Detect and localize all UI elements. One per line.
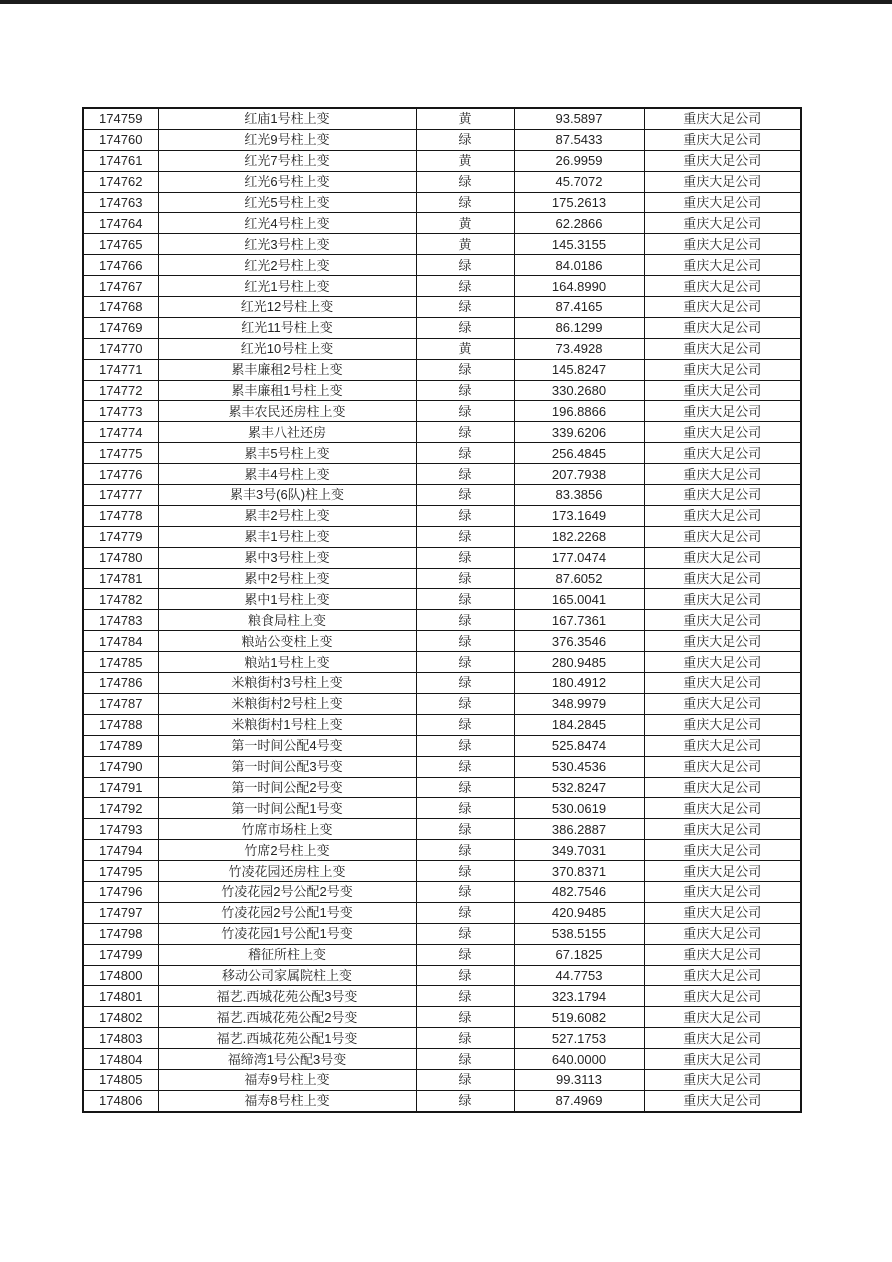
cell-color_flag: 绿 (416, 881, 514, 902)
cell-value: 62.2866 (514, 213, 644, 234)
table-row (83, 965, 801, 986)
cell-id: 174774 (83, 422, 158, 443)
table-row (83, 944, 801, 965)
cell-name: 累中1号柱上变 (158, 589, 416, 610)
table-row (83, 819, 801, 840)
table-row (83, 631, 801, 652)
cell-name: 第一时间公配4号变 (158, 735, 416, 756)
cell-company: 重庆大足公司 (644, 464, 801, 485)
cell-id: 174798 (83, 923, 158, 944)
cell-color_flag: 绿 (416, 505, 514, 526)
cell-color_flag: 绿 (416, 923, 514, 944)
cell-id: 174776 (83, 464, 158, 485)
cell-value: 87.6052 (514, 568, 644, 589)
cell-id: 174771 (83, 359, 158, 380)
cell-id: 174762 (83, 171, 158, 192)
cell-company: 重庆大足公司 (644, 234, 801, 255)
cell-id: 174803 (83, 1028, 158, 1049)
table-row (83, 735, 801, 756)
table-row (83, 714, 801, 735)
cell-name: 红光7号柱上变 (158, 150, 416, 171)
cell-value: 26.9959 (514, 150, 644, 171)
table-row (83, 652, 801, 673)
cell-color_flag: 绿 (416, 798, 514, 819)
cell-id: 174768 (83, 297, 158, 318)
cell-company: 重庆大足公司 (644, 923, 801, 944)
cell-company: 重庆大足公司 (644, 902, 801, 923)
cell-company: 重庆大足公司 (644, 568, 801, 589)
cell-color_flag: 绿 (416, 756, 514, 777)
cell-color_flag: 绿 (416, 568, 514, 589)
cell-company: 重庆大足公司 (644, 861, 801, 882)
cell-color_flag: 绿 (416, 1049, 514, 1070)
data-table-container (82, 107, 800, 1113)
cell-id: 174767 (83, 276, 158, 297)
cell-company: 重庆大足公司 (644, 485, 801, 506)
cell-company: 重庆大足公司 (644, 380, 801, 401)
cell-value: 167.7361 (514, 610, 644, 631)
cell-company: 重庆大足公司 (644, 589, 801, 610)
cell-color_flag: 绿 (416, 902, 514, 923)
cell-color_flag: 绿 (416, 714, 514, 735)
cell-name: 竹席市场柱上变 (158, 819, 416, 840)
cell-name: 竹凌花园2号公配1号变 (158, 902, 416, 923)
cell-id: 174791 (83, 777, 158, 798)
table-row (83, 276, 801, 297)
cell-name: 粮食局柱上变 (158, 610, 416, 631)
cell-value: 180.4912 (514, 673, 644, 694)
cell-value: 165.0041 (514, 589, 644, 610)
cell-id: 174805 (83, 1069, 158, 1090)
cell-company: 重庆大足公司 (644, 150, 801, 171)
cell-company: 重庆大足公司 (644, 673, 801, 694)
cell-value: 538.5155 (514, 923, 644, 944)
cell-company: 重庆大足公司 (644, 652, 801, 673)
cell-id: 174799 (83, 944, 158, 965)
table-row (83, 443, 801, 464)
cell-name: 红庙1号柱上变 (158, 108, 416, 129)
table-row (83, 693, 801, 714)
cell-company: 重庆大足公司 (644, 840, 801, 861)
cell-name: 粮站1号柱上变 (158, 652, 416, 673)
cell-company: 重庆大足公司 (644, 401, 801, 422)
table-row (83, 1069, 801, 1090)
cell-value: 173.1649 (514, 505, 644, 526)
cell-name: 福艺.西城花苑公配3号变 (158, 986, 416, 1007)
table-row (83, 359, 801, 380)
cell-company: 重庆大足公司 (644, 1007, 801, 1028)
table-row (83, 526, 801, 547)
cell-id: 174759 (83, 108, 158, 129)
cell-name: 累丰5号柱上变 (158, 443, 416, 464)
cell-name: 红光11号柱上变 (158, 317, 416, 338)
table-row (83, 338, 801, 359)
cell-company: 重庆大足公司 (644, 819, 801, 840)
cell-color_flag: 绿 (416, 631, 514, 652)
cell-color_flag: 黄 (416, 338, 514, 359)
cell-company: 重庆大足公司 (644, 777, 801, 798)
cell-value: 184.2845 (514, 714, 644, 735)
table-row (83, 1007, 801, 1028)
cell-id: 174790 (83, 756, 158, 777)
cell-name: 移动公司家属院柱上变 (158, 965, 416, 986)
table-row (83, 505, 801, 526)
cell-value: 86.1299 (514, 317, 644, 338)
cell-id: 174806 (83, 1090, 158, 1111)
cell-color_flag: 绿 (416, 610, 514, 631)
cell-id: 174782 (83, 589, 158, 610)
cell-name: 粮站公变柱上变 (158, 631, 416, 652)
table-row (83, 777, 801, 798)
cell-name: 福艺.西城花苑公配1号变 (158, 1028, 416, 1049)
cell-id: 174772 (83, 380, 158, 401)
cell-value: 164.8990 (514, 276, 644, 297)
table-row (83, 1049, 801, 1070)
cell-id: 174800 (83, 965, 158, 986)
cell-value: 530.4536 (514, 756, 644, 777)
cell-company: 重庆大足公司 (644, 735, 801, 756)
cell-id: 174786 (83, 673, 158, 694)
table-row (83, 673, 801, 694)
cell-color_flag: 绿 (416, 589, 514, 610)
cell-color_flag: 绿 (416, 485, 514, 506)
cell-color_flag: 黄 (416, 213, 514, 234)
cell-id: 174787 (83, 693, 158, 714)
cell-color_flag: 绿 (416, 735, 514, 756)
cell-id: 174763 (83, 192, 158, 213)
cell-name: 米粮街村1号柱上变 (158, 714, 416, 735)
cell-id: 174801 (83, 986, 158, 1007)
cell-color_flag: 绿 (416, 255, 514, 276)
cell-color_flag: 绿 (416, 317, 514, 338)
cell-value: 348.9979 (514, 693, 644, 714)
cell-id: 174780 (83, 547, 158, 568)
table-row (83, 610, 801, 631)
cell-value: 87.4969 (514, 1090, 644, 1111)
cell-value: 519.6082 (514, 1007, 644, 1028)
cell-value: 640.0000 (514, 1049, 644, 1070)
cell-value: 44.7753 (514, 965, 644, 986)
table-row (83, 317, 801, 338)
cell-value: 525.8474 (514, 735, 644, 756)
cell-name: 累丰廉租2号柱上变 (158, 359, 416, 380)
cell-company: 重庆大足公司 (644, 213, 801, 234)
cell-value: 84.0186 (514, 255, 644, 276)
cell-name: 红光4号柱上变 (158, 213, 416, 234)
cell-id: 174770 (83, 338, 158, 359)
table-row (83, 129, 801, 150)
cell-id: 174793 (83, 819, 158, 840)
table-row (83, 401, 801, 422)
cell-company: 重庆大足公司 (644, 756, 801, 777)
transformer-data-table (82, 107, 802, 1113)
cell-id: 174789 (83, 735, 158, 756)
cell-color_flag: 绿 (416, 819, 514, 840)
table-row (83, 881, 801, 902)
cell-color_flag: 绿 (416, 777, 514, 798)
cell-company: 重庆大足公司 (644, 129, 801, 150)
cell-id: 174769 (83, 317, 158, 338)
cell-company: 重庆大足公司 (644, 986, 801, 1007)
cell-company: 重庆大足公司 (644, 693, 801, 714)
cell-value: 376.3546 (514, 631, 644, 652)
cell-value: 530.0619 (514, 798, 644, 819)
cell-id: 174779 (83, 526, 158, 547)
cell-company: 重庆大足公司 (644, 108, 801, 129)
cell-company: 重庆大足公司 (644, 359, 801, 380)
cell-id: 174761 (83, 150, 158, 171)
cell-name: 竹凌花园2号公配2号变 (158, 881, 416, 902)
cell-name: 累丰八社还房 (158, 422, 416, 443)
cell-company: 重庆大足公司 (644, 526, 801, 547)
table-row (83, 213, 801, 234)
table-row (83, 840, 801, 861)
cell-company: 重庆大足公司 (644, 547, 801, 568)
cell-company: 重庆大足公司 (644, 1028, 801, 1049)
cell-color_flag: 绿 (416, 547, 514, 568)
table-row (83, 297, 801, 318)
cell-id: 174794 (83, 840, 158, 861)
table-row (83, 1090, 801, 1111)
cell-value: 330.2680 (514, 380, 644, 401)
cell-color_flag: 绿 (416, 944, 514, 965)
cell-value: 45.7072 (514, 171, 644, 192)
table-row (83, 1028, 801, 1049)
cell-value: 145.8247 (514, 359, 644, 380)
cell-value: 87.4165 (514, 297, 644, 318)
cell-company: 重庆大足公司 (644, 965, 801, 986)
cell-company: 重庆大足公司 (644, 1049, 801, 1070)
cell-value: 386.2887 (514, 819, 644, 840)
cell-company: 重庆大足公司 (644, 192, 801, 213)
cell-name: 累中2号柱上变 (158, 568, 416, 589)
table-row (83, 422, 801, 443)
cell-color_flag: 绿 (416, 965, 514, 986)
table-row (83, 902, 801, 923)
cell-color_flag: 绿 (416, 1090, 514, 1111)
cell-name: 红光9号柱上变 (158, 129, 416, 150)
cell-value: 482.7546 (514, 881, 644, 902)
cell-company: 重庆大足公司 (644, 505, 801, 526)
cell-company: 重庆大足公司 (644, 610, 801, 631)
cell-company: 重庆大足公司 (644, 631, 801, 652)
cell-value: 280.9485 (514, 652, 644, 673)
cell-color_flag: 绿 (416, 192, 514, 213)
scan-artifact-top-bar (0, 0, 892, 4)
cell-color_flag: 绿 (416, 443, 514, 464)
cell-color_flag: 绿 (416, 1007, 514, 1028)
cell-value: 323.1794 (514, 986, 644, 1007)
cell-value: 67.1825 (514, 944, 644, 965)
cell-name: 米粮街村2号柱上变 (158, 693, 416, 714)
cell-value: 83.3856 (514, 485, 644, 506)
cell-id: 174784 (83, 631, 158, 652)
cell-color_flag: 绿 (416, 861, 514, 882)
cell-name: 福缔湾1号公配3号变 (158, 1049, 416, 1070)
cell-value: 527.1753 (514, 1028, 644, 1049)
table-row (83, 756, 801, 777)
table-row (83, 192, 801, 213)
cell-id: 174795 (83, 861, 158, 882)
cell-id: 174792 (83, 798, 158, 819)
table-row (83, 380, 801, 401)
table-row (83, 861, 801, 882)
cell-color_flag: 绿 (416, 652, 514, 673)
table-row (83, 234, 801, 255)
cell-name: 米粮街村3号柱上变 (158, 673, 416, 694)
cell-color_flag: 绿 (416, 401, 514, 422)
cell-name: 第一时间公配2号变 (158, 777, 416, 798)
cell-value: 73.4928 (514, 338, 644, 359)
cell-name: 红光6号柱上变 (158, 171, 416, 192)
cell-id: 174777 (83, 485, 158, 506)
cell-color_flag: 绿 (416, 986, 514, 1007)
table-body (83, 108, 801, 1112)
cell-name: 红光3号柱上变 (158, 234, 416, 255)
cell-company: 重庆大足公司 (644, 255, 801, 276)
table-row (83, 923, 801, 944)
cell-company: 重庆大足公司 (644, 443, 801, 464)
cell-id: 174783 (83, 610, 158, 631)
cell-color_flag: 绿 (416, 129, 514, 150)
cell-name: 竹凌花园1号公配1号变 (158, 923, 416, 944)
table-row (83, 589, 801, 610)
cell-id: 174765 (83, 234, 158, 255)
cell-value: 349.7031 (514, 840, 644, 861)
cell-id: 174785 (83, 652, 158, 673)
cell-value: 175.2613 (514, 192, 644, 213)
cell-id: 174804 (83, 1049, 158, 1070)
cell-name: 福艺.西城花苑公配2号变 (158, 1007, 416, 1028)
table-row (83, 171, 801, 192)
cell-color_flag: 绿 (416, 359, 514, 380)
cell-color_flag: 黄 (416, 108, 514, 129)
cell-color_flag: 绿 (416, 171, 514, 192)
cell-value: 532.8247 (514, 777, 644, 798)
cell-name: 红光1号柱上变 (158, 276, 416, 297)
cell-id: 174760 (83, 129, 158, 150)
cell-name: 红光2号柱上变 (158, 255, 416, 276)
cell-name: 红光10号柱上变 (158, 338, 416, 359)
cell-value: 177.0474 (514, 547, 644, 568)
cell-id: 174764 (83, 213, 158, 234)
cell-company: 重庆大足公司 (644, 1090, 801, 1111)
cell-company: 重庆大足公司 (644, 881, 801, 902)
cell-name: 红光12号柱上变 (158, 297, 416, 318)
cell-value: 207.7938 (514, 464, 644, 485)
cell-value: 339.6206 (514, 422, 644, 443)
cell-id: 174788 (83, 714, 158, 735)
cell-value: 145.3155 (514, 234, 644, 255)
cell-color_flag: 绿 (416, 1028, 514, 1049)
cell-color_flag: 绿 (416, 297, 514, 318)
cell-name: 稽征所柱上变 (158, 944, 416, 965)
cell-name: 累丰1号柱上变 (158, 526, 416, 547)
cell-name: 福寿8号柱上变 (158, 1090, 416, 1111)
cell-company: 重庆大足公司 (644, 276, 801, 297)
cell-value: 370.8371 (514, 861, 644, 882)
cell-name: 累丰4号柱上变 (158, 464, 416, 485)
cell-id: 174775 (83, 443, 158, 464)
cell-company: 重庆大足公司 (644, 422, 801, 443)
table-row (83, 798, 801, 819)
cell-name: 第一时间公配1号变 (158, 798, 416, 819)
cell-id: 174778 (83, 505, 158, 526)
cell-color_flag: 绿 (416, 380, 514, 401)
cell-value: 420.9485 (514, 902, 644, 923)
cell-name: 竹席2号柱上变 (158, 840, 416, 861)
cell-color_flag: 绿 (416, 422, 514, 443)
cell-company: 重庆大足公司 (644, 297, 801, 318)
cell-value: 99.3113 (514, 1069, 644, 1090)
cell-value: 87.5433 (514, 129, 644, 150)
cell-color_flag: 绿 (416, 693, 514, 714)
cell-name: 累丰农民还房柱上变 (158, 401, 416, 422)
cell-name: 福寿9号柱上变 (158, 1069, 416, 1090)
cell-value: 196.8866 (514, 401, 644, 422)
cell-id: 174802 (83, 1007, 158, 1028)
cell-color_flag: 绿 (416, 840, 514, 861)
cell-color_flag: 绿 (416, 526, 514, 547)
cell-color_flag: 绿 (416, 1069, 514, 1090)
cell-value: 93.5897 (514, 108, 644, 129)
cell-company: 重庆大足公司 (644, 1069, 801, 1090)
cell-company: 重庆大足公司 (644, 317, 801, 338)
cell-name: 累丰3号(6队)柱上变 (158, 485, 416, 506)
table-row (83, 464, 801, 485)
table-row (83, 986, 801, 1007)
cell-color_flag: 黄 (416, 150, 514, 171)
table-row (83, 485, 801, 506)
cell-name: 累丰2号柱上变 (158, 505, 416, 526)
table-row (83, 255, 801, 276)
cell-id: 174781 (83, 568, 158, 589)
cell-color_flag: 绿 (416, 276, 514, 297)
cell-company: 重庆大足公司 (644, 944, 801, 965)
cell-company: 重庆大足公司 (644, 798, 801, 819)
table-row (83, 108, 801, 129)
table-row (83, 547, 801, 568)
cell-value: 256.4845 (514, 443, 644, 464)
cell-id: 174797 (83, 902, 158, 923)
cell-name: 第一时间公配3号变 (158, 756, 416, 777)
cell-name: 红光5号柱上变 (158, 192, 416, 213)
cell-company: 重庆大足公司 (644, 338, 801, 359)
cell-color_flag: 绿 (416, 464, 514, 485)
cell-company: 重庆大足公司 (644, 171, 801, 192)
cell-color_flag: 黄 (416, 234, 514, 255)
cell-name: 累丰廉租1号柱上变 (158, 380, 416, 401)
table-row (83, 150, 801, 171)
cell-name: 竹凌花园还房柱上变 (158, 861, 416, 882)
cell-company: 重庆大足公司 (644, 714, 801, 735)
cell-id: 174773 (83, 401, 158, 422)
cell-id: 174766 (83, 255, 158, 276)
cell-id: 174796 (83, 881, 158, 902)
cell-name: 累中3号柱上变 (158, 547, 416, 568)
cell-color_flag: 绿 (416, 673, 514, 694)
cell-value: 182.2268 (514, 526, 644, 547)
table-row (83, 568, 801, 589)
